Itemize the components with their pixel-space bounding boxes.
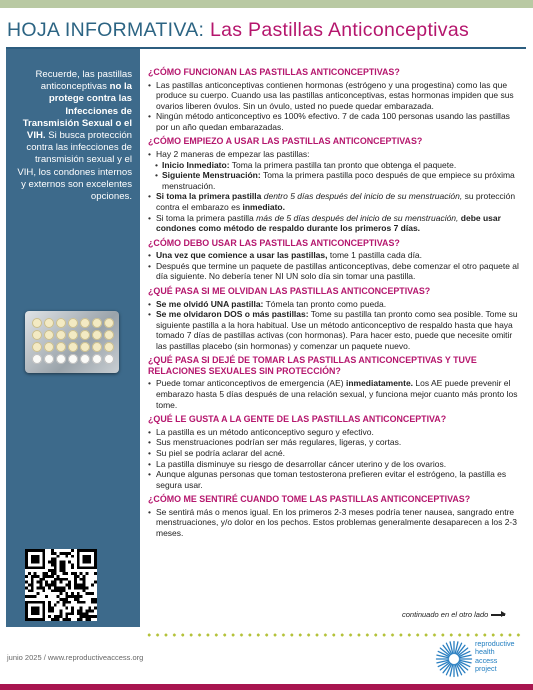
pill-dot: [32, 354, 42, 364]
pill-dot: [44, 330, 54, 340]
bold-text: inmediatamente.: [345, 378, 414, 389]
bullet-list: [148, 427, 524, 491]
bullet-list: [148, 507, 524, 539]
bold-text: Siguiente Menstruación:: [162, 170, 261, 181]
faq-section: [148, 286, 524, 351]
logo-line: reproductive: [475, 639, 515, 648]
bullet-item: [148, 160, 524, 171]
item-text: Hay 2 maneras de empezar las pastillas:: [156, 148, 310, 159]
italic-text: dentro 5 días después del inicio de su menstruación,: [263, 191, 463, 202]
pill-dot: [56, 354, 66, 364]
section-heading: ¿CÓMO FUNCIONAN LAS PASTILLAS ANTICONCEPTIVAS?: [148, 67, 400, 77]
pill-pack-image: [25, 311, 119, 373]
pill-dot: [80, 318, 90, 328]
rhap-logo: [435, 640, 530, 680]
continued-text: continuado en el otro lado: [402, 610, 489, 619]
bold-text: inmediato.: [242, 201, 285, 212]
bullet-item: [148, 299, 524, 310]
bottom-color-bar: [0, 684, 533, 690]
item-text: Toma la primera pastilla poco después de que empiece su próxima menstruación.: [162, 170, 515, 191]
continued-note: [402, 610, 505, 619]
pill-dot: [104, 330, 114, 340]
item-text: Puede tomar anticonceptivos de emergencia (AE): [156, 378, 344, 389]
item-text: Las pastillas anticonceptivas contienen hormonas (estrógeno y una progestina) como las que produce su cuerpo. Cuando usa las pastillas anticonceptivas, estas hormonas impiden que sus ovarios liberen óvulos. Sin un óvulo, usted no puede quedar embarazada.: [156, 79, 514, 111]
faq-section: [148, 414, 524, 490]
arrow-right-icon: [491, 614, 505, 616]
bullet-list: [148, 149, 524, 234]
pill-dot: [44, 318, 54, 328]
pill-dot: [92, 318, 102, 328]
sidebar-intro: Recuerde, las pastillas anticonceptivas: [35, 69, 132, 93]
item-text: Tómela tan pronto como pueda.: [265, 298, 387, 309]
pill-dot: [32, 318, 42, 328]
item-text: La pastilla disminuye su riesgo de desarrollar cáncer uterino y de los ovarios.: [156, 458, 447, 469]
pill-dot: [68, 354, 78, 364]
faq-section: [148, 494, 524, 538]
bullet-item: [148, 213, 524, 234]
logo-line: access: [475, 655, 498, 665]
pill-dot: [80, 354, 90, 364]
bullet-item: [148, 507, 524, 539]
title-main: Las Pastillas Anticonceptivas: [209, 19, 470, 41]
faq-section: [148, 136, 524, 233]
item-text: tome 1 pastilla cada día.: [329, 250, 423, 261]
pill-dot: [68, 342, 78, 352]
bullet-item: [148, 170, 524, 191]
bullet-item: [148, 427, 524, 438]
dotted-divider: [145, 632, 525, 638]
pill-dot: [44, 354, 54, 364]
pill-dot: [56, 342, 66, 352]
logo-line: project: [475, 664, 497, 674]
item-text: Los AE puede prevenir el embarazo hasta 5 días después de una relación sexual, y funciona mejor cuanto más pronto los tome.: [156, 378, 518, 410]
faq-section: [148, 67, 524, 132]
bullet-item: [148, 309, 524, 351]
main-content: [148, 67, 524, 543]
section-heading: ¿QUÉ PASA SI ME OLVIDAN LAS PASTILLAS ANTICONCEPTIVAS?: [148, 286, 431, 296]
sidebar-note: [14, 69, 132, 203]
bullet-item: [148, 469, 524, 490]
bullet-item: [148, 80, 524, 112]
title-prefix: HOJA INFORMATIVA:: [7, 19, 205, 41]
item-text: Después que termine un paquete de pastillas anticonceptivas, debe comenzar el otro paquete al día siguiente. No debería tener NI UN solo día sin tomar una pastilla.: [156, 260, 519, 282]
pill-dot: [68, 318, 78, 328]
item-text: Aunque algunas personas que toman testosterona prefieren evitar el estrógeno, la pastilla es segura usar.: [156, 469, 507, 490]
sidebar: [6, 49, 140, 627]
pill-dot: [56, 318, 66, 328]
pill-dot: [92, 342, 102, 352]
faq-section: [148, 238, 524, 282]
pill-dot: [80, 330, 90, 340]
faq-section: [148, 355, 524, 410]
item-text: Ningún método anticonceptivo es 100% efectivo. 7 de cada 100 personas usando las pastillas por un año quedan embarazadas.: [156, 111, 510, 132]
sidebar-emphasis: no la protege contra las Infecciones de Transmisión Sexual o el VIH.: [22, 81, 132, 142]
pill-dot: [68, 330, 78, 340]
pill-dot: [80, 342, 90, 352]
item-text: Sus menstruaciones podrían ser más regulares, ligeras, y cortas.: [156, 437, 402, 448]
bullet-list: [148, 299, 524, 352]
item-text: Tome su pastilla tan pronto como sea posible. Tome su siguiente pastilla a la hora habitual. Use un método anticonceptivo de respaldo hasta que haya tomado 7 días de pastillas activas (con hormonas). Para hacer esto, puede que necesite omitir las pastillas placebo (sin hormonas) y comenzar un paquete nuevo.: [156, 309, 518, 351]
bullet-item: [148, 250, 524, 261]
bullet-item: [148, 448, 524, 459]
pill-dot: [104, 342, 114, 352]
section-heading: ¿CÓMO ME SENTIRÉ CUANDO TOME LAS PASTILLAS ANTICONCEPTIVAS?: [148, 494, 471, 505]
pill-grid: [32, 318, 114, 364]
sidebar-rest: Si busca protección contra las infecciones de transmisión sexual y el VIH, los condones internos y externos son excelentes opciones.: [17, 130, 132, 203]
pill-dot: [56, 330, 66, 340]
page-title: [7, 19, 469, 42]
bullet-list: [148, 378, 524, 410]
pill-dot: [104, 354, 114, 364]
qr-code[interactable]: [25, 549, 97, 621]
bullet-item: [148, 437, 524, 448]
footer-text: junio 2025 / www.reproductiveaccess.org: [7, 653, 144, 662]
logo-text: [475, 640, 515, 674]
section-heading: ¿QUÉ LE GUSTA A LA GENTE DE LAS PASTILLAS ANTICONCEPTIVA?: [148, 414, 447, 425]
item-text: su protección contra el embarazo es: [156, 191, 516, 212]
section-heading: ¿CÓMO DEBO USAR LAS PASTILLAS ANTICONCEPTIVAS?: [148, 237, 400, 248]
item-text: Toma la primera pastilla tan pronto que obtenga el paquete.: [231, 159, 457, 170]
item-text: Se sentirá más o menos igual. En los primeros 2-3 meses podría tener nausea, sangrado entre menstruaciones, y/o dolor en los pechos. Estos problemas generalmente desaparecen a los 2-3 meses.: [156, 506, 517, 538]
logo-line: health: [475, 647, 495, 657]
pill-dot: [32, 330, 42, 340]
italic-text: más de 5 días después del inicio de su menstruación,: [256, 212, 459, 223]
bullet-item: [148, 459, 524, 470]
bullet-list: [148, 80, 524, 133]
bold-text: Una vez que comience a usar las pastillas,: [156, 250, 328, 261]
item-text: La pastilla es un método anticonceptivo seguro y efectivo.: [156, 426, 374, 437]
qr-code-graphic: [25, 549, 97, 621]
pill-dot: [44, 342, 54, 352]
bold-text: Inicio Inmediato:: [162, 159, 230, 170]
bold-text: Se me olvidó UNA pastilla:: [156, 298, 264, 309]
item-text: Su piel se podría aclarar del acné.: [156, 447, 285, 458]
bullet-item: [148, 191, 524, 212]
bold-text: Se me olvidaron DOS o más pastillas:: [156, 309, 309, 320]
pill-dot: [92, 330, 102, 340]
pill-dot: [32, 342, 42, 352]
sunburst-logo-icon: [435, 640, 473, 678]
top-color-bar: [0, 0, 533, 8]
section-heading: ¿CÓMO EMPIEZO A USAR LAS PASTILLAS ANTICONCEPTIVAS?: [148, 136, 423, 147]
section-heading: ¿QUÉ PASA SI DEJÉ DE TOMAR LAS PASTILLAS ANTICONCEPTIVAS Y TUVE RELACIONES SEXUALES SIN PROTECCIÓN?: [148, 355, 477, 376]
bold-text: debe usar condones como método de respaldo durante los primeros 7 días.: [156, 212, 501, 234]
bold-text: Si toma la primera pastilla: [156, 191, 262, 202]
bullet-item: [148, 261, 524, 282]
bullet-list: [148, 250, 524, 282]
bullet-item: [148, 111, 524, 132]
pill-dot: [104, 318, 114, 328]
pill-dot: [92, 354, 102, 364]
bullet-item: [148, 149, 524, 160]
bullet-item: [148, 378, 524, 410]
item-text: Si toma la primera pastilla: [156, 212, 254, 223]
